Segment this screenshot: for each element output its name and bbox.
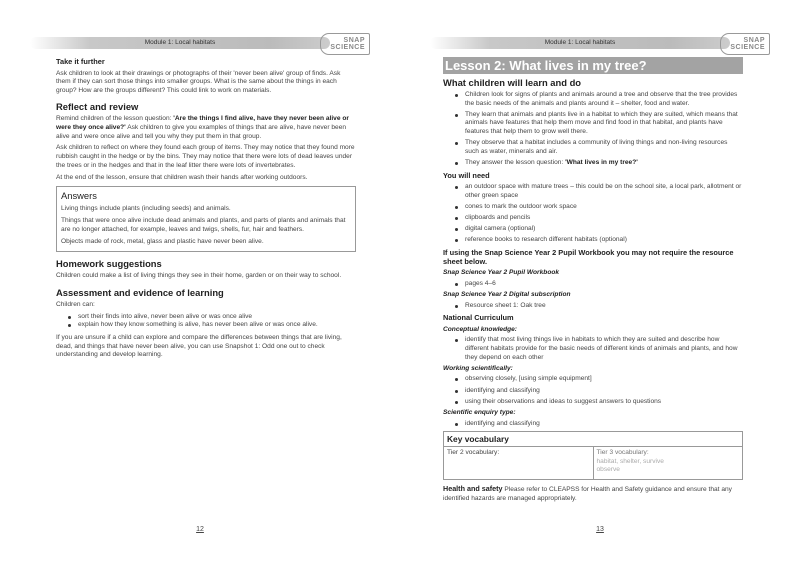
reflect-p1: Remind children of the lesson question: 'Are the things I find alive, have they never been alive or were they once alive?' Ask children to give you examples of things that are alive, have never been alive and were once alive and tell you why they put them in that group. — [56, 115, 349, 140]
page-header: Module 1: Local habitats — [30, 37, 330, 49]
lesson-title: Lesson 2: What lives in my tree? — [443, 57, 743, 74]
list-item: identifying and classifying — [443, 420, 743, 429]
list-item: Children look for signs of plants and animals around a tree and observe that the tree provides the basic needs of the animals and plants around it – shelter, food and water. — [443, 91, 743, 108]
list-item: observing closely, [using simple equipment] — [443, 375, 743, 384]
assessment-heading: Assessment and evidence of learning — [56, 286, 224, 298]
list-item: reference books to research different habitats (optional) — [443, 236, 743, 245]
reflect-heading: Reflect and review — [56, 101, 139, 113]
health-and-safety: Health and safety Please refer to CLEAPSS for Health and Safety guidance and ensure that any identified hazards are managed appropriately. — [443, 484, 732, 502]
snap-science-logo: SNAP SCIENCE — [720, 33, 770, 55]
list-item: They answer the lesson question: 'What lives in my tree?' — [443, 159, 743, 168]
list-item: cones to mark the outdoor work space — [443, 203, 743, 212]
snap-science-logo: SNAP SCIENCE — [320, 33, 370, 55]
page-number: 13 — [596, 526, 604, 533]
list-item: identifying and classifying — [443, 387, 743, 396]
list-item: identify that most living things live in habitats to which they are suited and describe how different habitats provide for the basic needs of different kinds of animals and plants, and how they depend on each other — [443, 336, 743, 362]
right-page: Module 1: Local habitats SNAP SCIENCE Lesson 2: What lives in my tree? What children will learn and do Children look for signs of plants and animals around a tree and observe that the tree provides the basic needs of the animals and plants around it – shelter, food and water. They learn that animals and plants live in a habitat to which they are suited, which means that animals have features that help them move and find food in that habitat, and plants have features that help them to grow well there. They observe that a habitat includes a community of living things and non-living resources such as water, minerals and air. They answer the lesson question: 'What lives in my tree?' You will need an outdoor space with mature trees – this could be on the school site, a local park, allotment or other green space cones to mark the outdoor work space clipboards and pencils digital camera (optional) reference books to research different habitats (optional) If using the Snap Science Year 2 Pupil Workbook you may not require the resource sheet below. Snap Science Year 2 Pupil Workbook pages 4–6 Snap Science Year 2 Digital subscription Resource sheet 1: Oak tree National Curriculum Conceptual knowledge: identify that most living things live in habitats to which they are suited and describe how different habitats provide for the basic needs of different kinds of animals and plants, and how they depend on each other Working scientifically: observing closely, [using simple equipment] identifying and classifying using their observations and ideas to suggest answers to questions Scientific enquiry type: identifying and classifying Key vocabulary Tier 2 vocabulary: Tier 3 vocabulary: habitat, shelter, survive observe Health and safety Please refer to CLEAPSS for Health and Safety guidance and ensure that any identified hazards are managed appropriately. 13 — [400, 0, 800, 565]
list-item: sort their finds into alive, never been alive or was once alive — [56, 313, 356, 322]
list-item: clipboards and pencils — [443, 214, 743, 223]
list-item: They observe that a habitat includes a community of living things and non-living resources such as water, minerals and air. — [443, 139, 743, 156]
page-number: 12 — [196, 526, 204, 533]
take-it-further-text: Ask children to look at their drawings or photographs of their 'never been alive' group of finds. Ask them if they can sort those things into smaller groups. What is the same about the things in each group? How are the groups different? This could link to work on materials. — [56, 69, 341, 94]
homework-heading: Homework suggestions — [56, 258, 162, 270]
answers-box: Answers Living things include plants (including seeds) and animals. Things that were once alive include dead animals and plants, and parts of plants and animals that are no longer attached, for example, leaves and twigs, shells, fur, hair and feathers. Objects made of rock, metal, glass and plastic have never been alive. — [56, 186, 356, 252]
list-item: using their observations and ideas to suggest answers to questions — [443, 398, 743, 407]
list-item: pages 4–6 — [443, 280, 743, 289]
left-page: Module 1: Local habitats SNAP SCIENCE Take it further Ask children to look at their drawings or photographs of their 'never been alive' group of finds. Ask them if they can sort those things into smaller groups. What is the same about the things in each group? How are the groups different? This could link to work on materials. Reflect and review Remind children of the lesson question: 'Are the things I find alive, have they never been alive or were they once alive?' Ask children to give you examples of things that are alive, have never been alive and were once alive and tell you why they put them in that group. Ask children to reflect on where they found each group of items. They may notice that they found more rubbish caught in the hedge or by the bins. They may notice that there were lots of dead leaves under the trees or in the hedges and that in the leaf litter there were lots of invertebrates. At the end of the lesson, ensure that children wash their hands after working outdoors. Answers Living things include plants (including seeds) and animals. Things that were once alive include dead animals and plants, and parts of plants and animals that are no longer attached, for example, leaves and twigs, shells, fur, hair and feathers. Objects made of rock, metal, glass and plastic have never been alive. Homework suggestions Children could make a list of living things they see in their home, garden or on their way to school. Assessment and evidence of learning Children can: sort their finds into alive, never been alive or was once alive explain how they know something is alive, has never been alive or was once alive. If you are unsure if a child can explore and compare the differences between things that are living, dead, and things that have never been alive, you can use Snapshot 1: Odd one out to check understanding and develop learning. 12 — [0, 0, 400, 565]
list-item: They learn that animals and plants live in a habitat to which they are suited, which means that animals have features that help them move and find food in that habitat, and plants have features that help them to grow well there. — [443, 111, 743, 137]
take-it-further-heading: Take it further — [56, 57, 105, 66]
list-item: digital camera (optional) — [443, 225, 743, 234]
page-header: Module 1: Local habitats — [430, 37, 730, 49]
key-vocabulary-table: Key vocabulary Tier 2 vocabulary: Tier 3 vocabulary: habitat, shelter, survive observe — [443, 431, 743, 480]
reflect-p3: At the end of the lesson, ensure that children wash their hands after working outdoors. — [56, 173, 308, 181]
list-item: explain how they know something is alive, has never been alive or was once alive. — [56, 321, 356, 330]
list-item: an outdoor space with mature trees – this could be on the school site, a local park, allotment or other green space — [443, 183, 743, 200]
reflect-p2: Ask children to reflect on where they found each group of items. They may notice that they found more rubbish caught in the hedge or by the bins. They may notice that there were lots of dead leaves under the trees or in the hedges and that in the leaf litter there were lots of invertebrates. — [56, 144, 355, 169]
list-item: Resource sheet 1: Oak tree — [443, 302, 743, 311]
